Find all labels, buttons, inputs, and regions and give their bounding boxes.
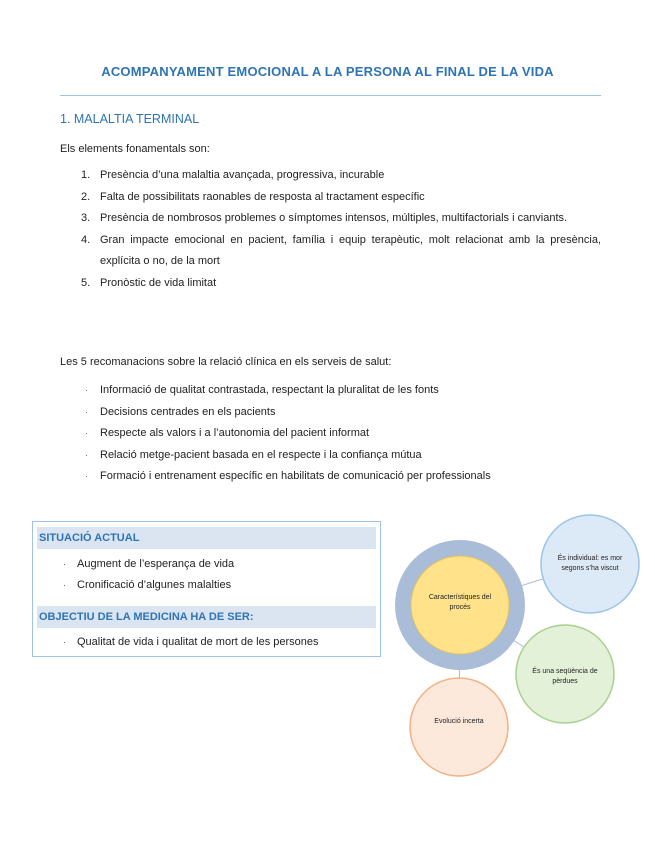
list-number: 3. [81,212,91,224]
objectiu-list [33,632,373,653]
list-text: Presència de nombrosos problemes o símptomes intensos, múltiples, multifactorials i canviants. [100,212,568,224]
list-item [60,402,620,424]
list-item [33,632,373,653]
list-text: Cronificació d’algunes malalties [77,579,232,591]
situacio-heading: SITUACIÓ ACTUAL [37,527,376,549]
document-title: ACOMPANYAMENT EMOCIONAL A LA PERSONA AL FINAL DE LA VIDA [101,64,554,79]
situacio-list [33,554,373,596]
diagram-graphic [380,508,655,798]
list-item [60,380,620,402]
title-divider [60,95,601,96]
list-item [60,445,620,467]
list-item [60,187,601,209]
list-item [60,273,601,295]
list-text: Presència d’una malaltia avançada, progressiva, incurable [100,169,385,181]
list-text: Respecte als valors i a l’autonomia del pacient informat [100,427,370,439]
node-incerta-circle [410,678,508,776]
bullet-icon: · [85,449,88,460]
list-item [60,230,601,273]
bullet-icon: · [63,559,66,569]
summary-box [32,521,381,657]
list-text: Gran impacte emocional en pacient, família i equip terapèutic, molt relacionat amb la presència, explícita o no, de la mort [100,233,601,267]
list-text: Relació metge-pacient basada en el respecte i la confiança mútua [100,448,422,461]
bullet-icon: · [85,471,88,481]
section-heading: 1. MALALTIA TERMINAL [60,112,200,126]
bullet-icon: · [63,637,66,647]
list-item [60,423,620,445]
bullet-icon: · [63,580,66,590]
list-item [60,466,620,488]
list-text: Pronòstic de vida limitat [100,276,217,289]
recommendations-list [60,380,620,488]
list-item [60,208,601,230]
list-item [60,165,601,187]
list-item [33,575,373,596]
list-number: 4. [81,233,91,246]
node-perdues-label: És una seqüència de pèrdues [532,668,598,685]
elements-list [60,165,601,294]
list-text: Formació i entrenament específic en habilitats de comunicació per professionals [100,470,491,482]
list-text: Informació de qualitat contrastada, respectant la pluralitat de les fonts [100,384,439,396]
list-number: 5. [81,276,91,289]
bullet-icon: · [85,385,88,395]
list-text: Decisions centrades en els pacients [100,405,276,418]
list-text: Qualitat de vida i qualitat de mort de les persones [77,636,319,648]
objectiu-heading: OBJECTIU DE LA MEDICINA HA DE SER: [37,606,376,628]
list-text: Augment de l’esperança de vida [77,558,235,570]
node-incerta-label: Evolució incerta [434,718,484,725]
list-item [33,554,373,575]
elements-intro: Els elements fonamentals son: [60,143,210,155]
recommendations-intro: Les 5 recomanacions sobre la relació clínica en els serveis de salut: [60,356,392,368]
list-number: 1. [81,169,91,181]
bullet-icon: · [85,406,88,417]
characteristics-diagram [380,508,655,798]
list-number: 2. [81,190,91,203]
list-text: Falta de possibilitats raonables de resposta al tractament específic [100,190,425,203]
center-label: Característiques del procés [428,594,492,611]
bullet-icon: · [85,428,88,438]
node-individual-label: És individual: es mor segons s’ha viscut [557,555,623,572]
